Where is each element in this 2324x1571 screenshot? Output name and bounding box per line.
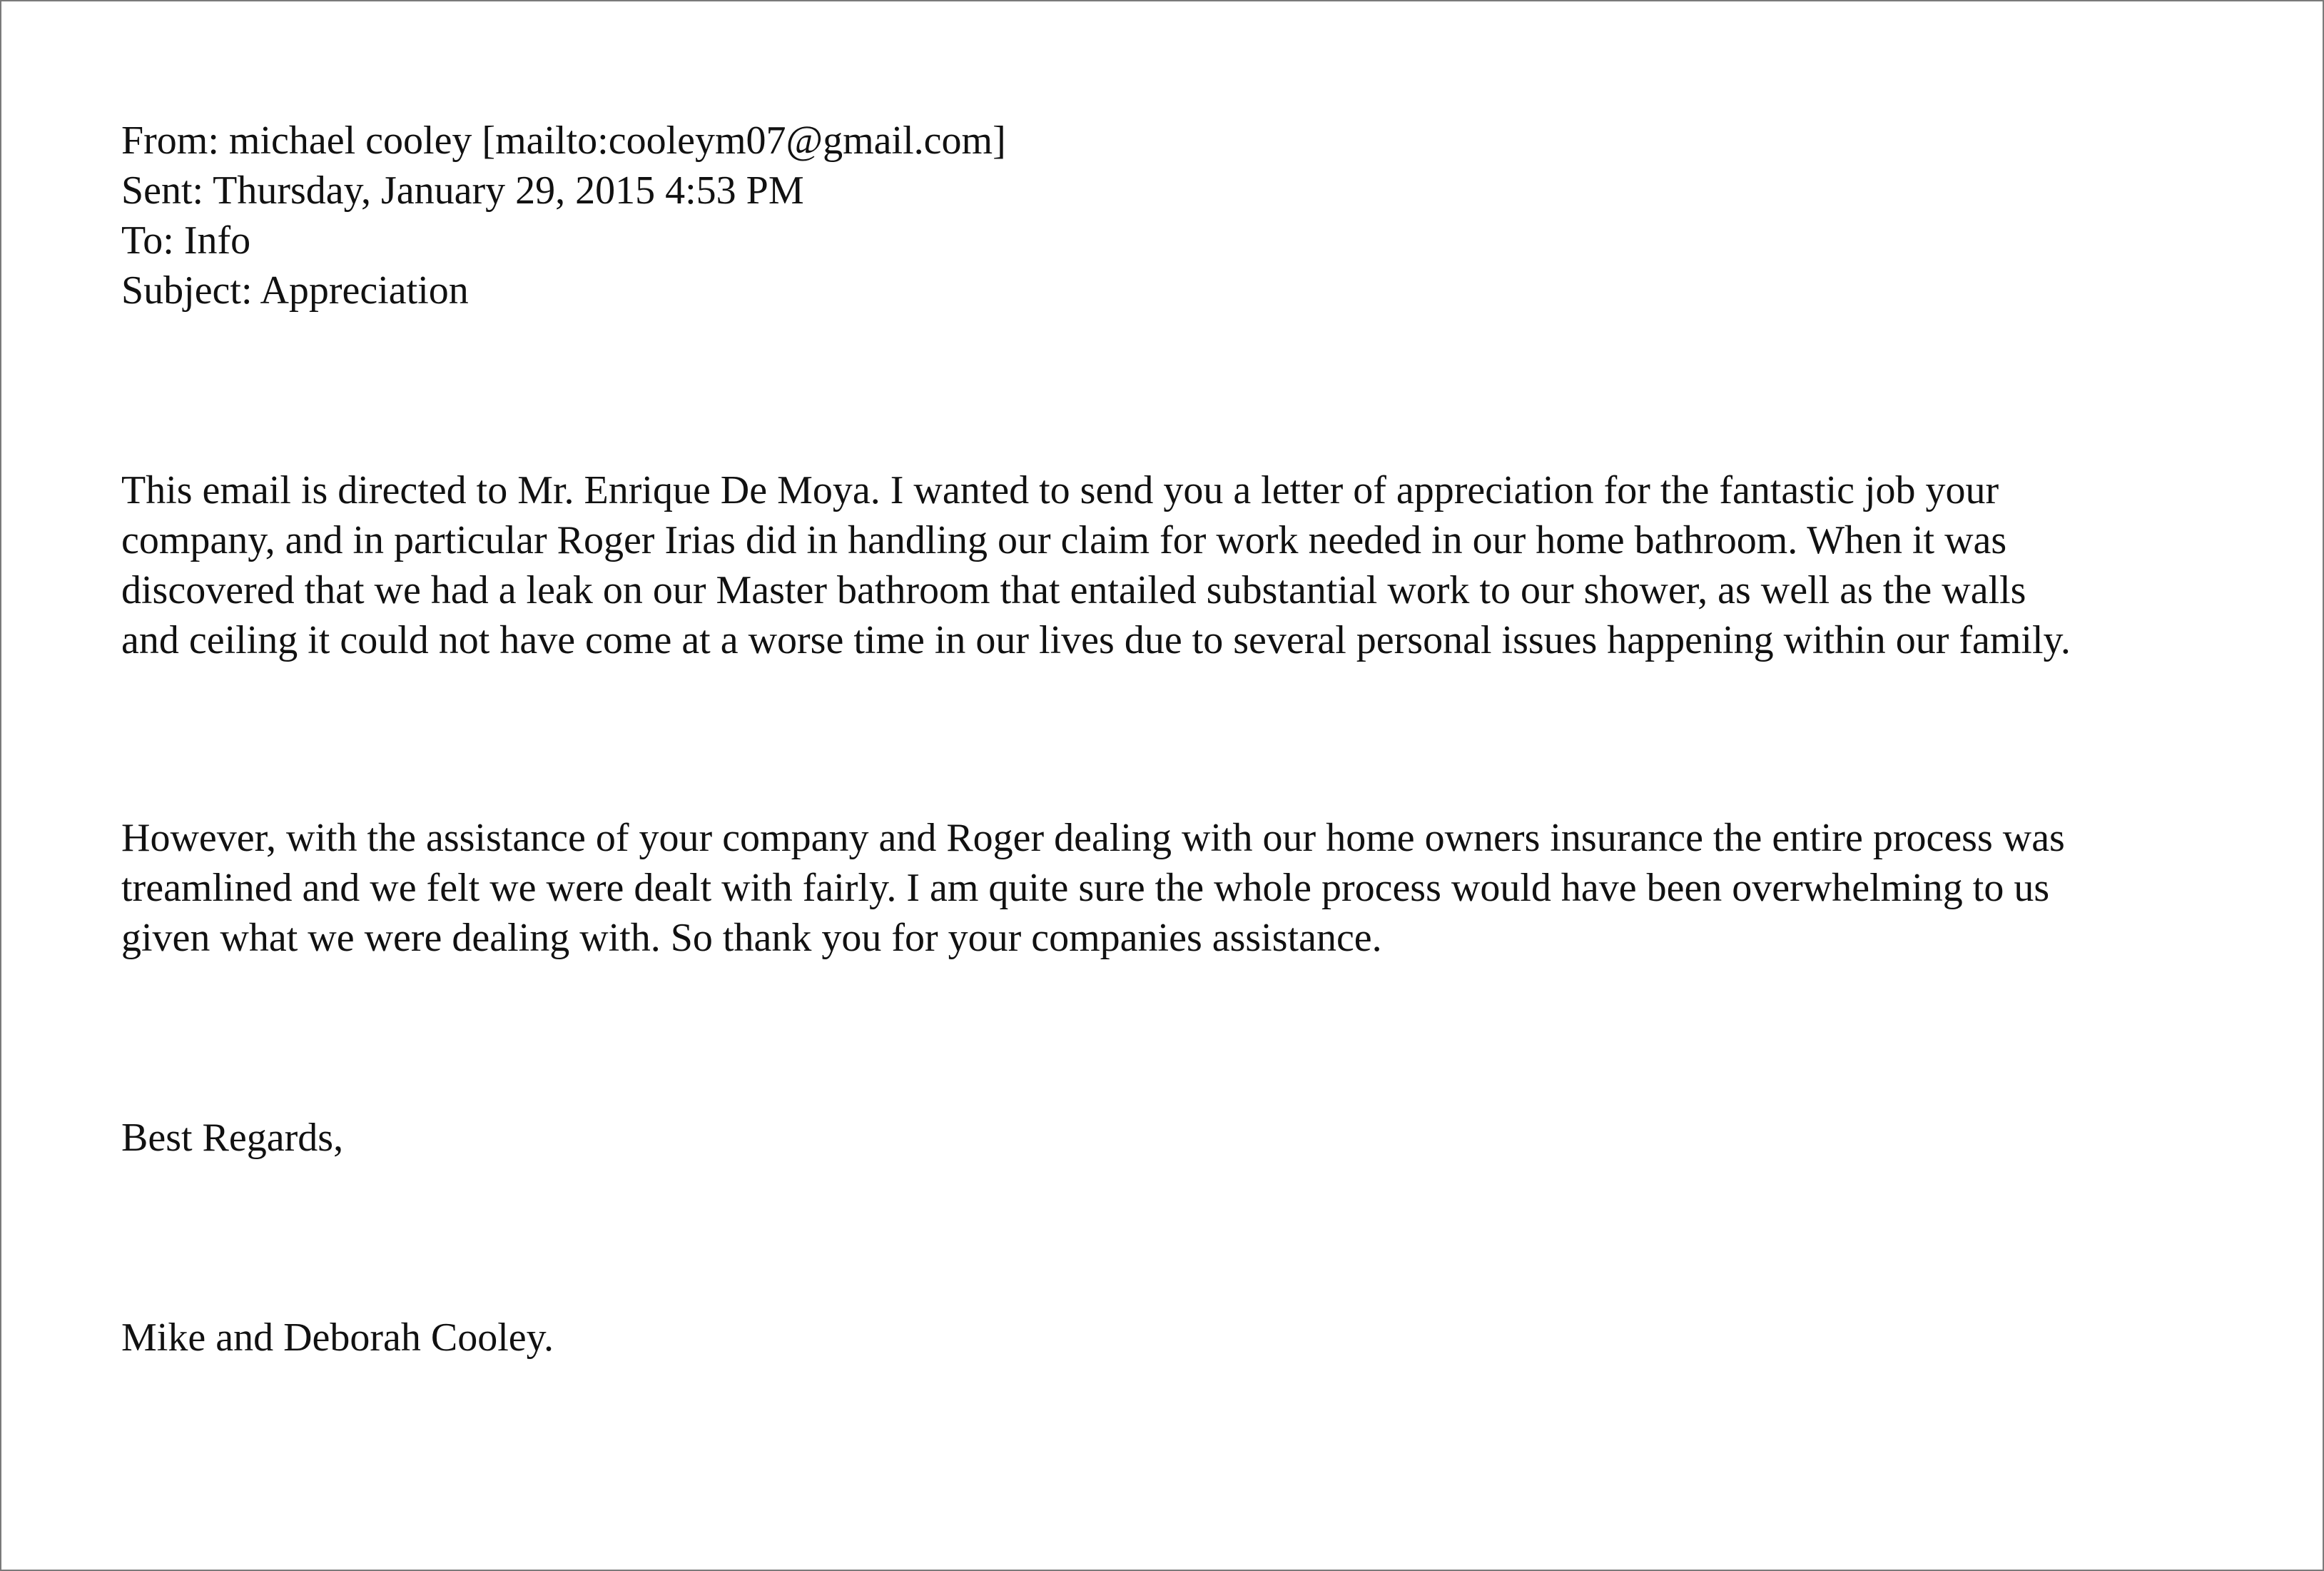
signature-line: Mike and Deborah Cooley. xyxy=(121,1315,554,1360)
email-header xyxy=(121,116,1006,315)
from-line: From: michael cooley [mailto:cooleym07@gmail.com] xyxy=(121,118,1006,163)
body-paragraph-2: However, with the assistance of your company and Roger dealing with our home owners insurance the entire process was treamlined and we felt we were dealt with fairly. I am quite sure the whole process would have been overwhelming to us given what we were dealing with. So thank you for your companies assistance. xyxy=(121,816,2065,960)
sent-line: Sent: Thursday, January 29, 2015 4:53 PM xyxy=(121,168,804,213)
body-paragraph-1: This email is directed to Mr. Enrique De Moya. I wanted to send you a letter of appreciation for the fantastic job your company, and in particular Roger Irias did in handling our claim for work needed in our home bathroom. When it was discovered that we had a leak on our Master bathroom that entailed substantial work to our shower, as well as the walls and ceiling it could not have come at a worse time in our lives due to several personal issues happening within our family. xyxy=(121,468,2071,662)
closing-line: Best Regards, xyxy=(121,1116,344,1160)
subject-line: Subject: Appreciation xyxy=(121,268,469,313)
to-line: To: Info xyxy=(121,218,251,263)
